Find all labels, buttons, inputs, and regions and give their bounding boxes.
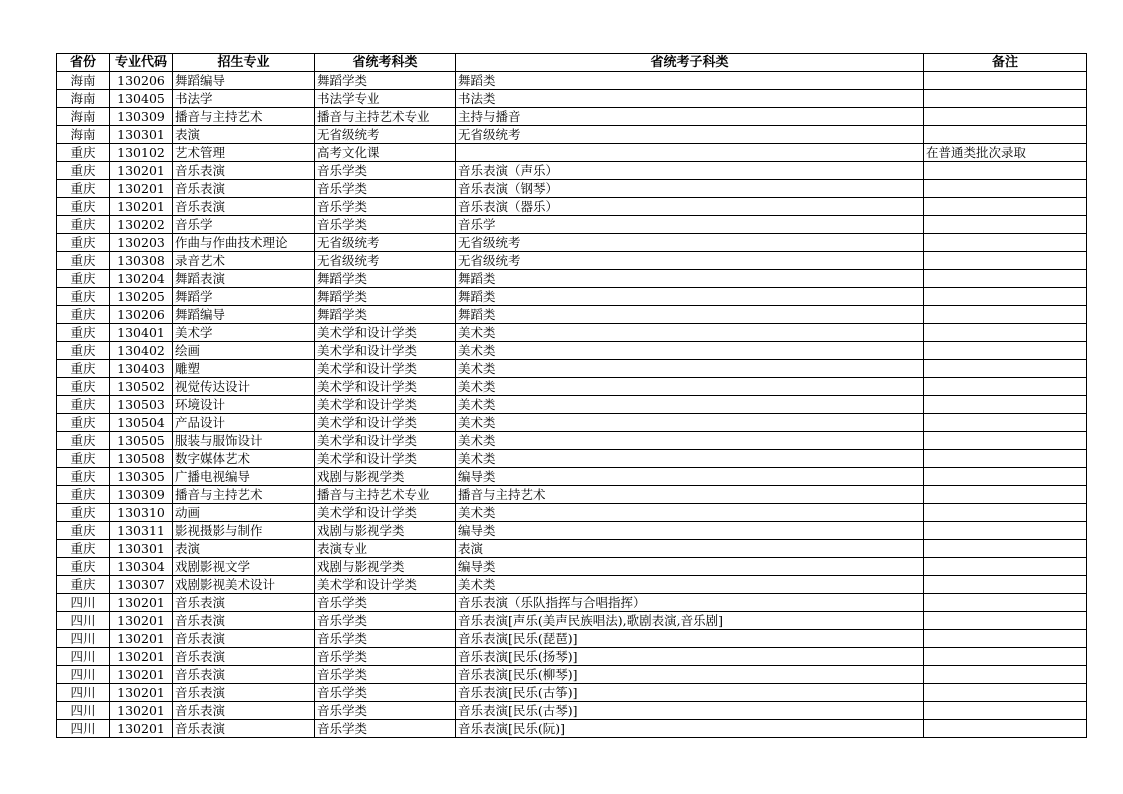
cell-exam-category[interactable]: 表演专业: [315, 540, 456, 558]
cell-major-code[interactable]: 130301: [110, 540, 173, 558]
cell-major[interactable]: 播音与主持艺术: [173, 486, 315, 504]
table-row: [57, 630, 1087, 648]
cell-major[interactable]: 音乐表演: [173, 720, 315, 738]
cell-exam-category[interactable]: 音乐学类: [315, 612, 456, 630]
table-row: [57, 288, 1087, 306]
cell-major[interactable]: 美术学: [173, 324, 315, 342]
cell-remarks[interactable]: [924, 126, 1087, 144]
cell-exam-category[interactable]: 音乐学类: [315, 180, 456, 198]
cell-remarks[interactable]: [924, 468, 1087, 486]
table-row: [57, 450, 1087, 468]
table-row: [57, 648, 1087, 666]
table-row: [57, 720, 1087, 738]
cell-exam-category[interactable]: 戏剧与影视学类: [315, 522, 456, 540]
cell-exam-category[interactable]: 无省级统考: [315, 252, 456, 270]
table-row: [57, 378, 1087, 396]
cell-major[interactable]: 书法学: [173, 90, 315, 108]
cell-remarks[interactable]: [924, 486, 1087, 504]
cell-province[interactable]: 海南: [57, 126, 110, 144]
cell-major-code[interactable]: 130503: [110, 396, 173, 414]
cell-province[interactable]: 海南: [57, 90, 110, 108]
cell-exam-subcategory[interactable]: 音乐表演[民乐(阮)]: [456, 720, 924, 738]
cell-province[interactable]: 重庆: [57, 414, 110, 432]
table-row: [57, 306, 1087, 324]
cell-major-code[interactable]: 130405: [110, 90, 173, 108]
cell-exam-subcategory[interactable]: 无省级统考: [456, 126, 924, 144]
cell-province[interactable]: 重庆: [57, 504, 110, 522]
cell-major[interactable]: 舞蹈编导: [173, 72, 315, 90]
cell-province[interactable]: 重庆: [57, 252, 110, 270]
cell-remarks[interactable]: [924, 522, 1087, 540]
cell-major[interactable]: 绘画: [173, 342, 315, 360]
cell-exam-subcategory[interactable]: 音乐表演[民乐(柳琴)]: [456, 666, 924, 684]
cell-exam-category[interactable]: 美术学和设计学类: [315, 450, 456, 468]
cell-exam-category[interactable]: 音乐学类: [315, 666, 456, 684]
cell-major-code[interactable]: 130201: [110, 684, 173, 702]
cell-exam-category[interactable]: 舞蹈学类: [315, 270, 456, 288]
header-major-code[interactable]: 专业代码: [110, 54, 173, 72]
cell-exam-subcategory[interactable]: 舞蹈类: [456, 72, 924, 90]
table-row: [57, 216, 1087, 234]
cell-major-code[interactable]: 130206: [110, 306, 173, 324]
cell-major-code[interactable]: 130201: [110, 594, 173, 612]
table-row: [57, 414, 1087, 432]
cell-exam-subcategory[interactable]: [456, 144, 924, 162]
cell-remarks[interactable]: [924, 612, 1087, 630]
cell-exam-subcategory[interactable]: 编导类: [456, 558, 924, 576]
header-remarks[interactable]: 备注: [924, 54, 1087, 72]
cell-remarks[interactable]: [924, 306, 1087, 324]
cell-major[interactable]: 环境设计: [173, 396, 315, 414]
cell-remarks[interactable]: [924, 378, 1087, 396]
cell-exam-subcategory[interactable]: 音乐表演[民乐(古琴)]: [456, 702, 924, 720]
cell-exam-category[interactable]: 戏剧与影视学类: [315, 468, 456, 486]
cell-province[interactable]: 海南: [57, 108, 110, 126]
cell-remarks[interactable]: [924, 288, 1087, 306]
cell-major[interactable]: 音乐表演: [173, 198, 315, 216]
cell-remarks[interactable]: [924, 720, 1087, 738]
cell-exam-subcategory[interactable]: 无省级统考: [456, 234, 924, 252]
cell-remarks[interactable]: [924, 594, 1087, 612]
cell-major-code[interactable]: 130307: [110, 576, 173, 594]
cell-major-code[interactable]: 130201: [110, 630, 173, 648]
cell-major[interactable]: 播音与主持艺术: [173, 108, 315, 126]
cell-exam-category[interactable]: 舞蹈学类: [315, 306, 456, 324]
cell-remarks[interactable]: [924, 414, 1087, 432]
cell-major[interactable]: 音乐表演: [173, 630, 315, 648]
cell-exam-category[interactable]: 音乐学类: [315, 198, 456, 216]
cell-major[interactable]: 数字媒体艺术: [173, 450, 315, 468]
table-row: [57, 486, 1087, 504]
cell-major[interactable]: 音乐表演: [173, 162, 315, 180]
cell-major-code[interactable]: 130205: [110, 288, 173, 306]
cell-province[interactable]: 重庆: [57, 396, 110, 414]
cell-major[interactable]: 作曲与作曲技术理论: [173, 234, 315, 252]
table-row: [57, 468, 1087, 486]
cell-major[interactable]: 服装与服饰设计: [173, 432, 315, 450]
cell-major[interactable]: 音乐表演: [173, 180, 315, 198]
cell-major-code[interactable]: 130505: [110, 432, 173, 450]
cell-exam-subcategory[interactable]: 音乐表演（钢琴）: [456, 180, 924, 198]
cell-exam-subcategory[interactable]: 书法类: [456, 90, 924, 108]
cell-major-code[interactable]: 130203: [110, 234, 173, 252]
cell-exam-category[interactable]: 美术学和设计学类: [315, 360, 456, 378]
table-row: [57, 270, 1087, 288]
cell-exam-subcategory[interactable]: 播音与主持艺术: [456, 486, 924, 504]
cell-exam-category[interactable]: 无省级统考: [315, 126, 456, 144]
cell-province[interactable]: 重庆: [57, 306, 110, 324]
cell-province[interactable]: 四川: [57, 594, 110, 612]
cell-remarks[interactable]: [924, 504, 1087, 522]
cell-major-code[interactable]: 130206: [110, 72, 173, 90]
cell-remarks[interactable]: 在普通类批次录取: [924, 144, 1087, 162]
cell-remarks[interactable]: [924, 90, 1087, 108]
cell-exam-category[interactable]: 播音与主持艺术专业: [315, 108, 456, 126]
cell-exam-subcategory[interactable]: 编导类: [456, 468, 924, 486]
cell-remarks[interactable]: [924, 702, 1087, 720]
cell-province[interactable]: 重庆: [57, 378, 110, 396]
cell-exam-subcategory[interactable]: 舞蹈类: [456, 306, 924, 324]
table-row: [57, 522, 1087, 540]
cell-province[interactable]: 重庆: [57, 540, 110, 558]
header-exam-category[interactable]: 省统考科类: [315, 54, 456, 72]
admissions-table: [56, 53, 1087, 738]
cell-major-code[interactable]: 130504: [110, 414, 173, 432]
cell-province[interactable]: 重庆: [57, 270, 110, 288]
cell-exam-category[interactable]: 美术学和设计学类: [315, 576, 456, 594]
cell-major[interactable]: 表演: [173, 540, 315, 558]
cell-major-code[interactable]: 130204: [110, 270, 173, 288]
cell-province[interactable]: 重庆: [57, 360, 110, 378]
cell-major[interactable]: 音乐表演: [173, 666, 315, 684]
cell-major-code[interactable]: 130401: [110, 324, 173, 342]
cell-province[interactable]: 重庆: [57, 216, 110, 234]
cell-province[interactable]: 重庆: [57, 144, 110, 162]
cell-province[interactable]: 重庆: [57, 558, 110, 576]
cell-remarks[interactable]: [924, 216, 1087, 234]
cell-exam-category[interactable]: 美术学和设计学类: [315, 324, 456, 342]
cell-province[interactable]: 重庆: [57, 576, 110, 594]
cell-remarks[interactable]: [924, 252, 1087, 270]
cell-exam-category[interactable]: 音乐学类: [315, 702, 456, 720]
cell-exam-category[interactable]: 音乐学类: [315, 216, 456, 234]
cell-exam-category[interactable]: 美术学和设计学类: [315, 504, 456, 522]
cell-major-code[interactable]: 130310: [110, 504, 173, 522]
cell-exam-category[interactable]: 音乐学类: [315, 684, 456, 702]
cell-major[interactable]: 影视摄影与制作: [173, 522, 315, 540]
table-row: [57, 702, 1087, 720]
cell-exam-category[interactable]: 戏剧与影视学类: [315, 558, 456, 576]
cell-major[interactable]: 视觉传达设计: [173, 378, 315, 396]
cell-major-code[interactable]: 130102: [110, 144, 173, 162]
table-row: [57, 558, 1087, 576]
cell-major-code[interactable]: 130311: [110, 522, 173, 540]
cell-exam-subcategory[interactable]: 美术类: [456, 450, 924, 468]
header-province[interactable]: 省份: [57, 54, 110, 72]
cell-exam-category[interactable]: 美术学和设计学类: [315, 432, 456, 450]
cell-major-code[interactable]: 130305: [110, 468, 173, 486]
cell-province[interactable]: 重庆: [57, 342, 110, 360]
cell-exam-category[interactable]: 无省级统考: [315, 234, 456, 252]
table-row: [57, 72, 1087, 90]
cell-major[interactable]: 舞蹈学: [173, 288, 315, 306]
cell-major-code[interactable]: 130402: [110, 342, 173, 360]
cell-remarks[interactable]: [924, 324, 1087, 342]
cell-province[interactable]: 重庆: [57, 450, 110, 468]
cell-major-code[interactable]: 130201: [110, 648, 173, 666]
cell-province[interactable]: 重庆: [57, 324, 110, 342]
cell-major[interactable]: 音乐表演: [173, 594, 315, 612]
cell-exam-subcategory[interactable]: 美术类: [456, 432, 924, 450]
cell-remarks[interactable]: [924, 162, 1087, 180]
cell-exam-subcategory[interactable]: 音乐表演[民乐(扬琴)]: [456, 648, 924, 666]
cell-major[interactable]: 戏剧影视美术设计: [173, 576, 315, 594]
cell-major-code[interactable]: 130202: [110, 216, 173, 234]
cell-major-code[interactable]: 130201: [110, 702, 173, 720]
cell-exam-subcategory[interactable]: 美术类: [456, 396, 924, 414]
cell-exam-category[interactable]: 美术学和设计学类: [315, 414, 456, 432]
cell-major-code[interactable]: 130508: [110, 450, 173, 468]
cell-exam-subcategory[interactable]: 美术类: [456, 414, 924, 432]
table-row: [57, 540, 1087, 558]
cell-exam-subcategory[interactable]: 音乐表演[民乐(琵琶)]: [456, 630, 924, 648]
cell-remarks[interactable]: [924, 234, 1087, 252]
spreadsheet-table-container: [56, 53, 1087, 738]
cell-remarks[interactable]: [924, 540, 1087, 558]
table-row: [57, 144, 1087, 162]
cell-exam-subcategory[interactable]: 舞蹈类: [456, 270, 924, 288]
table-row: [57, 198, 1087, 216]
cell-exam-subcategory[interactable]: 美术类: [456, 576, 924, 594]
cell-exam-subcategory[interactable]: 美术类: [456, 378, 924, 396]
table-row: [57, 684, 1087, 702]
table-row: [57, 252, 1087, 270]
cell-province[interactable]: 重庆: [57, 234, 110, 252]
cell-exam-category[interactable]: 舞蹈学类: [315, 288, 456, 306]
cell-major[interactable]: 舞蹈表演: [173, 270, 315, 288]
cell-exam-category[interactable]: 音乐学类: [315, 630, 456, 648]
cell-major-code[interactable]: 130304: [110, 558, 173, 576]
cell-province[interactable]: 重庆: [57, 180, 110, 198]
cell-major[interactable]: 音乐表演: [173, 684, 315, 702]
cell-major[interactable]: 音乐表演: [173, 702, 315, 720]
cell-exam-subcategory[interactable]: 美术类: [456, 324, 924, 342]
cell-exam-category[interactable]: 音乐学类: [315, 594, 456, 612]
table-row: [57, 90, 1087, 108]
cell-exam-subcategory[interactable]: 美术类: [456, 360, 924, 378]
table-row: [57, 504, 1087, 522]
cell-exam-subcategory[interactable]: 舞蹈类: [456, 288, 924, 306]
cell-province[interactable]: 四川: [57, 684, 110, 702]
cell-exam-subcategory[interactable]: 美术类: [456, 504, 924, 522]
cell-exam-category[interactable]: 音乐学类: [315, 162, 456, 180]
cell-remarks[interactable]: [924, 432, 1087, 450]
cell-exam-category[interactable]: 高考文化课: [315, 144, 456, 162]
cell-major[interactable]: 雕塑: [173, 360, 315, 378]
cell-exam-category[interactable]: 播音与主持艺术专业: [315, 486, 456, 504]
cell-major-code[interactable]: 130309: [110, 108, 173, 126]
cell-remarks[interactable]: [924, 558, 1087, 576]
cell-major[interactable]: 舞蹈编导: [173, 306, 315, 324]
cell-province[interactable]: 重庆: [57, 522, 110, 540]
cell-province[interactable]: 重庆: [57, 486, 110, 504]
cell-remarks[interactable]: [924, 576, 1087, 594]
cell-remarks[interactable]: [924, 360, 1087, 378]
cell-remarks[interactable]: [924, 270, 1087, 288]
cell-exam-subcategory[interactable]: 编导类: [456, 522, 924, 540]
cell-exam-subcategory[interactable]: 无省级统考: [456, 252, 924, 270]
cell-province[interactable]: 重庆: [57, 432, 110, 450]
cell-major-code[interactable]: 130201: [110, 666, 173, 684]
cell-major[interactable]: 音乐学: [173, 216, 315, 234]
cell-exam-subcategory[interactable]: 音乐表演[声乐(美声民族唱法),歌剧表演,音乐剧]: [456, 612, 924, 630]
table-row: [57, 594, 1087, 612]
header-exam-subcategory[interactable]: 省统考子科类: [456, 54, 924, 72]
cell-province[interactable]: 重庆: [57, 468, 110, 486]
cell-province[interactable]: 四川: [57, 630, 110, 648]
cell-province[interactable]: 四川: [57, 666, 110, 684]
cell-province[interactable]: 四川: [57, 702, 110, 720]
cell-exam-subcategory[interactable]: 美术类: [456, 342, 924, 360]
cell-major-code[interactable]: 130308: [110, 252, 173, 270]
cell-exam-subcategory[interactable]: 音乐表演（乐队指挥与合唱指挥）: [456, 594, 924, 612]
cell-province[interactable]: 四川: [57, 612, 110, 630]
cell-province[interactable]: 四川: [57, 720, 110, 738]
cell-major[interactable]: 录音艺术: [173, 252, 315, 270]
cell-exam-category[interactable]: 舞蹈学类: [315, 72, 456, 90]
cell-major-code[interactable]: 130201: [110, 720, 173, 738]
table-row: [57, 612, 1087, 630]
cell-exam-category[interactable]: 美术学和设计学类: [315, 396, 456, 414]
cell-remarks[interactable]: [924, 396, 1087, 414]
table-row: [57, 324, 1087, 342]
cell-major-code[interactable]: 130201: [110, 162, 173, 180]
cell-major[interactable]: 音乐表演: [173, 612, 315, 630]
cell-exam-subcategory[interactable]: 主持与播音: [456, 108, 924, 126]
cell-remarks[interactable]: [924, 684, 1087, 702]
table-row: [57, 432, 1087, 450]
table-row: [57, 180, 1087, 198]
cell-remarks[interactable]: [924, 630, 1087, 648]
cell-remarks[interactable]: [924, 648, 1087, 666]
cell-province[interactable]: 海南: [57, 72, 110, 90]
table-row: [57, 162, 1087, 180]
cell-province[interactable]: 四川: [57, 648, 110, 666]
cell-exam-subcategory[interactable]: 表演: [456, 540, 924, 558]
cell-exam-subcategory[interactable]: 音乐表演（器乐）: [456, 198, 924, 216]
cell-exam-category[interactable]: 书法学专业: [315, 90, 456, 108]
table-row: [57, 234, 1087, 252]
cell-major[interactable]: 表演: [173, 126, 315, 144]
table-row: [57, 666, 1087, 684]
cell-major-code[interactable]: 130301: [110, 126, 173, 144]
cell-exam-subcategory[interactable]: 音乐表演（声乐）: [456, 162, 924, 180]
cell-exam-category[interactable]: 美术学和设计学类: [315, 342, 456, 360]
cell-remarks[interactable]: [924, 666, 1087, 684]
cell-province[interactable]: 重庆: [57, 198, 110, 216]
cell-major-code[interactable]: 130502: [110, 378, 173, 396]
table-row: [57, 576, 1087, 594]
cell-major[interactable]: 产品设计: [173, 414, 315, 432]
cell-province[interactable]: 重庆: [57, 288, 110, 306]
cell-exam-subcategory[interactable]: 音乐学: [456, 216, 924, 234]
header-row: [57, 54, 1087, 72]
cell-exam-subcategory[interactable]: 音乐表演[民乐(古筝)]: [456, 684, 924, 702]
cell-exam-category[interactable]: 音乐学类: [315, 648, 456, 666]
cell-major[interactable]: 艺术管理: [173, 144, 315, 162]
cell-major-code[interactable]: 130201: [110, 180, 173, 198]
table-row: [57, 342, 1087, 360]
table-row: [57, 126, 1087, 144]
table-body: [57, 72, 1087, 738]
cell-major[interactable]: 广播电视编导: [173, 468, 315, 486]
table-row: [57, 360, 1087, 378]
cell-exam-category[interactable]: 美术学和设计学类: [315, 378, 456, 396]
cell-province[interactable]: 重庆: [57, 162, 110, 180]
cell-major-code[interactable]: 130201: [110, 612, 173, 630]
cell-major[interactable]: 音乐表演: [173, 648, 315, 666]
cell-remarks[interactable]: [924, 108, 1087, 126]
table-row: [57, 108, 1087, 126]
cell-major[interactable]: 戏剧影视文学: [173, 558, 315, 576]
cell-remarks[interactable]: [924, 450, 1087, 468]
cell-remarks[interactable]: [924, 198, 1087, 216]
cell-major[interactable]: 动画: [173, 504, 315, 522]
table-row: [57, 396, 1087, 414]
header-major[interactable]: 招生专业: [173, 54, 315, 72]
cell-exam-category[interactable]: 音乐学类: [315, 720, 456, 738]
cell-remarks[interactable]: [924, 72, 1087, 90]
cell-major-code[interactable]: 130309: [110, 486, 173, 504]
cell-remarks[interactable]: [924, 180, 1087, 198]
cell-remarks[interactable]: [924, 342, 1087, 360]
cell-major-code[interactable]: 130403: [110, 360, 173, 378]
cell-major-code[interactable]: 130201: [110, 198, 173, 216]
